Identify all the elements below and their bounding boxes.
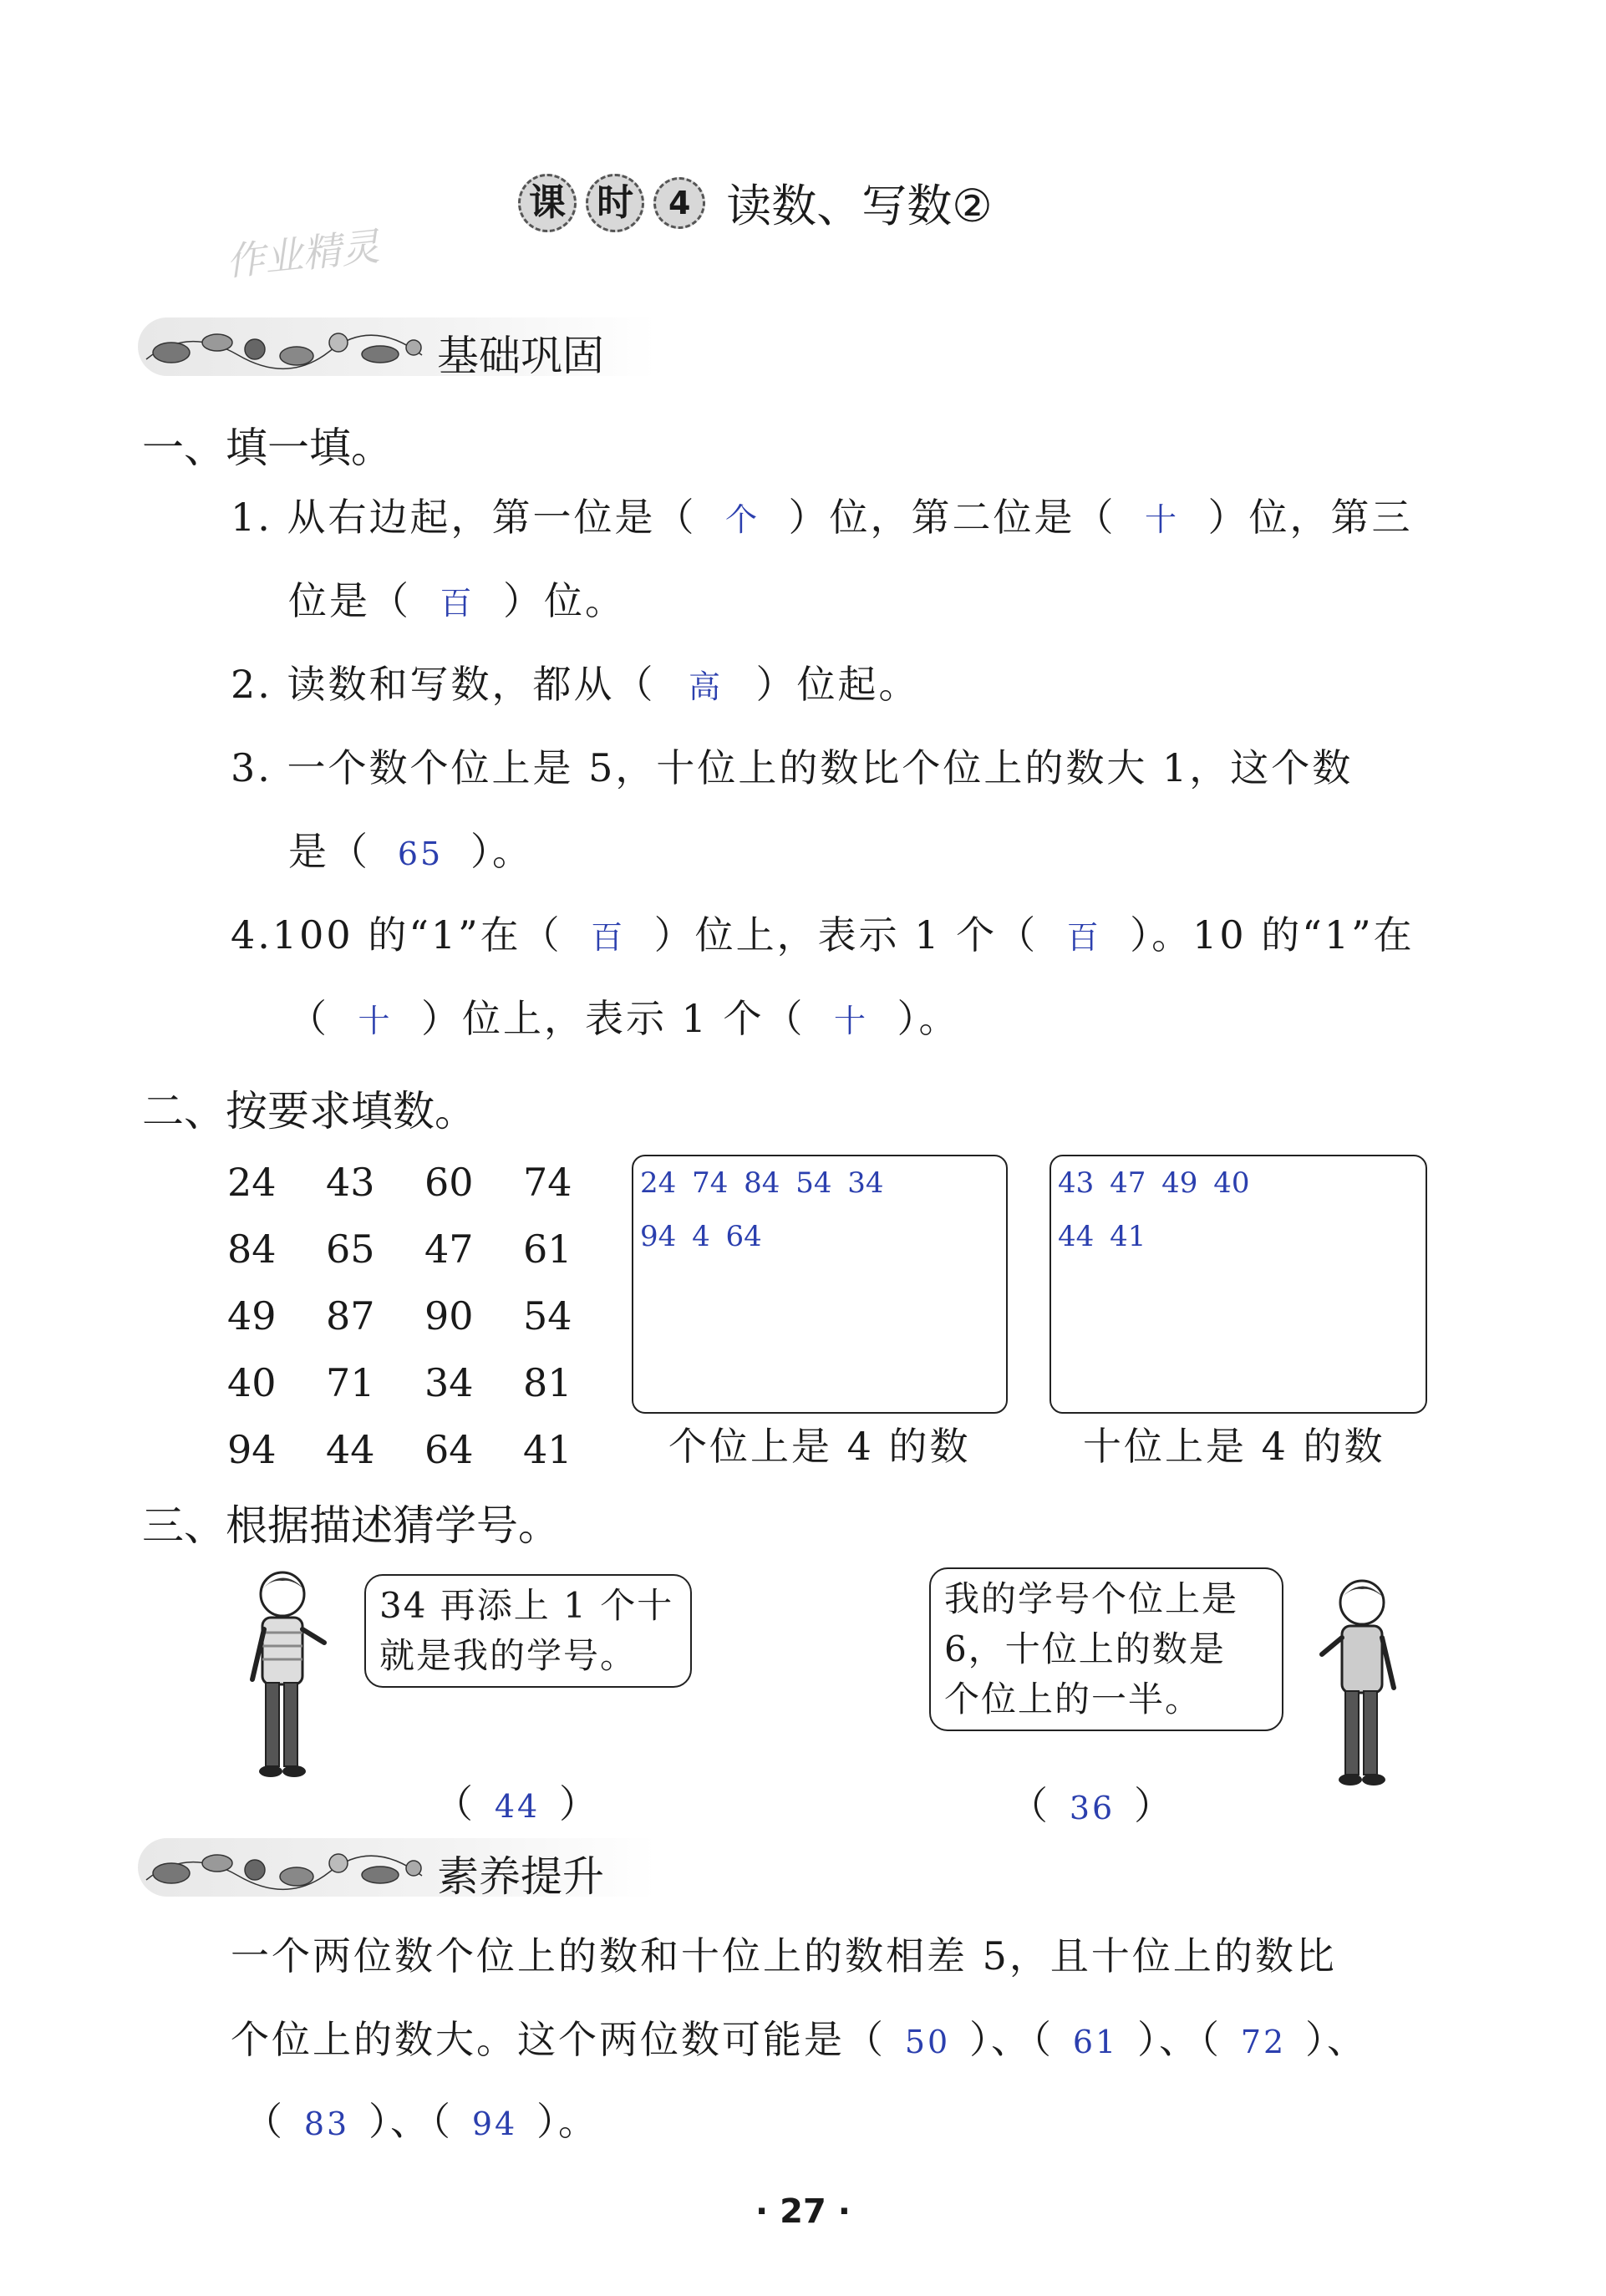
speech-bubble-right <box>929 1567 1283 1731</box>
q2-number: 2. <box>231 662 272 707</box>
q1-answer-1[interactable]: 个 <box>725 501 760 538</box>
q3-text-b: 是（ <box>288 829 370 874</box>
q1-answer-2[interactable]: 十 <box>1145 501 1180 538</box>
q4-text-d: （ <box>288 996 329 1041</box>
guess-right: （ 36 ） <box>1009 1783 1175 1828</box>
grid-cell: 43 <box>326 1160 375 1205</box>
section-title-basic: 基础巩固 <box>437 332 604 380</box>
p4-line2 <box>231 2017 1368 2062</box>
grid-cell: 90 <box>424 1293 474 1338</box>
q1-line2 <box>288 578 626 623</box>
q4-number: 4. <box>231 912 272 958</box>
boy-right-icon <box>1312 1571 1412 1796</box>
grid-cell: 81 <box>523 1360 572 1405</box>
q2-text-b: ）位起。 <box>755 662 920 707</box>
q3-line1 <box>231 745 1354 790</box>
bubble-right-line1: 我的学号个位上是 <box>944 1578 1239 1619</box>
q1-text-e: ）位。 <box>503 578 626 623</box>
grid-cell: 41 <box>523 1427 572 1472</box>
part2-heading: 二、按要求填数。 <box>142 1087 476 1135</box>
grid-cell: 47 <box>424 1227 474 1272</box>
p4-sep-2: ）、（ <box>1137 2017 1222 2062</box>
answer-box-tens-4[interactable] <box>1049 1155 1427 1414</box>
title-text: 读数、写数② <box>726 180 993 232</box>
box1-label: 个位上是 4 的数 <box>668 1424 971 1469</box>
p4-answer-2[interactable]: 61 <box>1072 2024 1119 2060</box>
title-badge-3: 4 <box>653 177 705 229</box>
q1-text-c: ）位，第三 <box>1207 495 1413 540</box>
grid-cell: 65 <box>326 1227 375 1272</box>
grid-cell: 44 <box>326 1427 375 1472</box>
q4-text-e: ）位上，表示 1 个（ <box>421 996 806 1041</box>
grid-cell: 84 <box>227 1227 277 1272</box>
bubble-left-line2: 就是我的学号。 <box>379 1635 638 1676</box>
title-badge-1: 课 <box>518 174 577 232</box>
q2-answer[interactable]: 高 <box>689 668 724 705</box>
box2-line1: 43 47 49 40 <box>1058 1166 1250 1200</box>
speech-bubble-left <box>364 1574 692 1688</box>
grid-cell: 49 <box>227 1293 277 1338</box>
flower-vine-icon <box>138 317 430 376</box>
q2-text-a: 读数和写数，都从（ <box>287 662 656 707</box>
section-banner-basic <box>138 317 656 380</box>
q3-text-a: 一个数个位上是 5，十位上的数比个位上的数大 1，这个数 <box>287 745 1354 790</box>
section-title-advanced: 素养提升 <box>437 1852 604 1901</box>
guess-right-answer[interactable]: 36 <box>1069 1790 1116 1826</box>
q4-answer-2[interactable]: 百 <box>1066 919 1101 956</box>
grid-cell: 24 <box>227 1160 277 1205</box>
grid-cell: 34 <box>424 1360 474 1405</box>
p4-open: （ <box>244 2099 285 2144</box>
q1-text-a: 从右边起，第一位是（ <box>287 495 697 540</box>
q3-number: 3. <box>231 745 272 790</box>
q3-text-c: ）。 <box>470 829 533 874</box>
lesson-title <box>518 170 993 235</box>
grid-cell: 94 <box>227 1427 277 1472</box>
q3-line2 <box>288 829 533 874</box>
box1-line1: 24 74 84 54 34 <box>640 1166 884 1200</box>
p4-line3 <box>244 2099 599 2144</box>
grid-cell: 87 <box>326 1293 375 1338</box>
p4-text-a: 个位上的数大。这个两位数可能是（ <box>231 2017 886 2062</box>
grid-cell: 40 <box>227 1360 277 1405</box>
q1-text-d: 位是（ <box>288 578 411 623</box>
q1-text-b: ）位，第二位是（ <box>788 495 1116 540</box>
watermark: 作业精灵 <box>223 223 382 285</box>
part3-heading: 三、根据描述猜学号。 <box>142 1501 560 1550</box>
p4-end: ）、 <box>1305 2017 1368 2062</box>
q1-answer-3[interactable]: 百 <box>440 585 475 622</box>
p4-sep-3: ）、（ <box>368 2099 453 2144</box>
q2-line <box>231 662 920 707</box>
box1-line2: 94 4 64 <box>640 1220 762 1253</box>
p4-close: ）。 <box>536 2099 599 2144</box>
number-grid <box>227 1160 622 1472</box>
p4-sep-1: ）、（ <box>969 2017 1054 2062</box>
answer-box-ones-4[interactable] <box>632 1155 1008 1414</box>
page-number: · 27 · <box>755 2192 851 2231</box>
grid-cell: 60 <box>424 1160 474 1205</box>
box2-label: 十位上是 4 的数 <box>1083 1424 1385 1469</box>
grid-cell: 71 <box>326 1360 375 1405</box>
grid-cell: 54 <box>523 1293 572 1338</box>
grid-cell: 64 <box>424 1427 474 1472</box>
p4-line1: 一个两位数个位上的数和十位上的数相差 5，且十位上的数比 <box>231 1933 1337 1979</box>
q4-text-c: ）。10 的“1”在 <box>1130 912 1415 958</box>
bubble-right-line3: 个位上的一半。 <box>944 1679 1202 1719</box>
grid-cell: 74 <box>523 1160 572 1205</box>
grid-cell: 61 <box>523 1227 572 1272</box>
q4-answer-1[interactable]: 百 <box>591 919 626 956</box>
boy-left-icon <box>234 1562 334 1788</box>
q4-text-b: ）位上，表示 1 个（ <box>653 912 1039 958</box>
section-banner-advanced <box>138 1838 656 1901</box>
box2-line2: 44 41 <box>1058 1220 1146 1253</box>
q1-number: 1. <box>231 495 272 540</box>
q4-text-a: 100 的“1”在（ <box>272 912 562 958</box>
q4-line1 <box>231 912 1415 958</box>
bubble-right-line2: 6，十位上的数是 <box>944 1628 1226 1669</box>
q4-line2 <box>288 996 960 1041</box>
guess-left-answer[interactable]: 44 <box>494 1788 541 1825</box>
q4-answer-4[interactable]: 十 <box>834 1003 869 1039</box>
q3-answer[interactable]: 65 <box>397 836 444 872</box>
p4-answer-3[interactable]: 72 <box>1240 2024 1287 2060</box>
p4-answer-1[interactable]: 50 <box>904 2024 951 2060</box>
p4-answer-5[interactable]: 94 <box>471 2106 518 2142</box>
q4-text-f: ）。 <box>897 996 960 1041</box>
flower-vine-icon <box>138 1838 430 1897</box>
bubble-left-line1: 34 再添上 1 个十 <box>379 1585 674 1626</box>
q4-answer-3[interactable]: 十 <box>358 1003 393 1039</box>
p4-answer-4[interactable]: 83 <box>303 2106 350 2142</box>
title-badge-2: 时 <box>586 174 644 232</box>
q1-line1 <box>231 495 1413 540</box>
part1-heading: 一、填一填。 <box>142 424 393 472</box>
guess-left: （ 44 ） <box>435 1781 600 1826</box>
